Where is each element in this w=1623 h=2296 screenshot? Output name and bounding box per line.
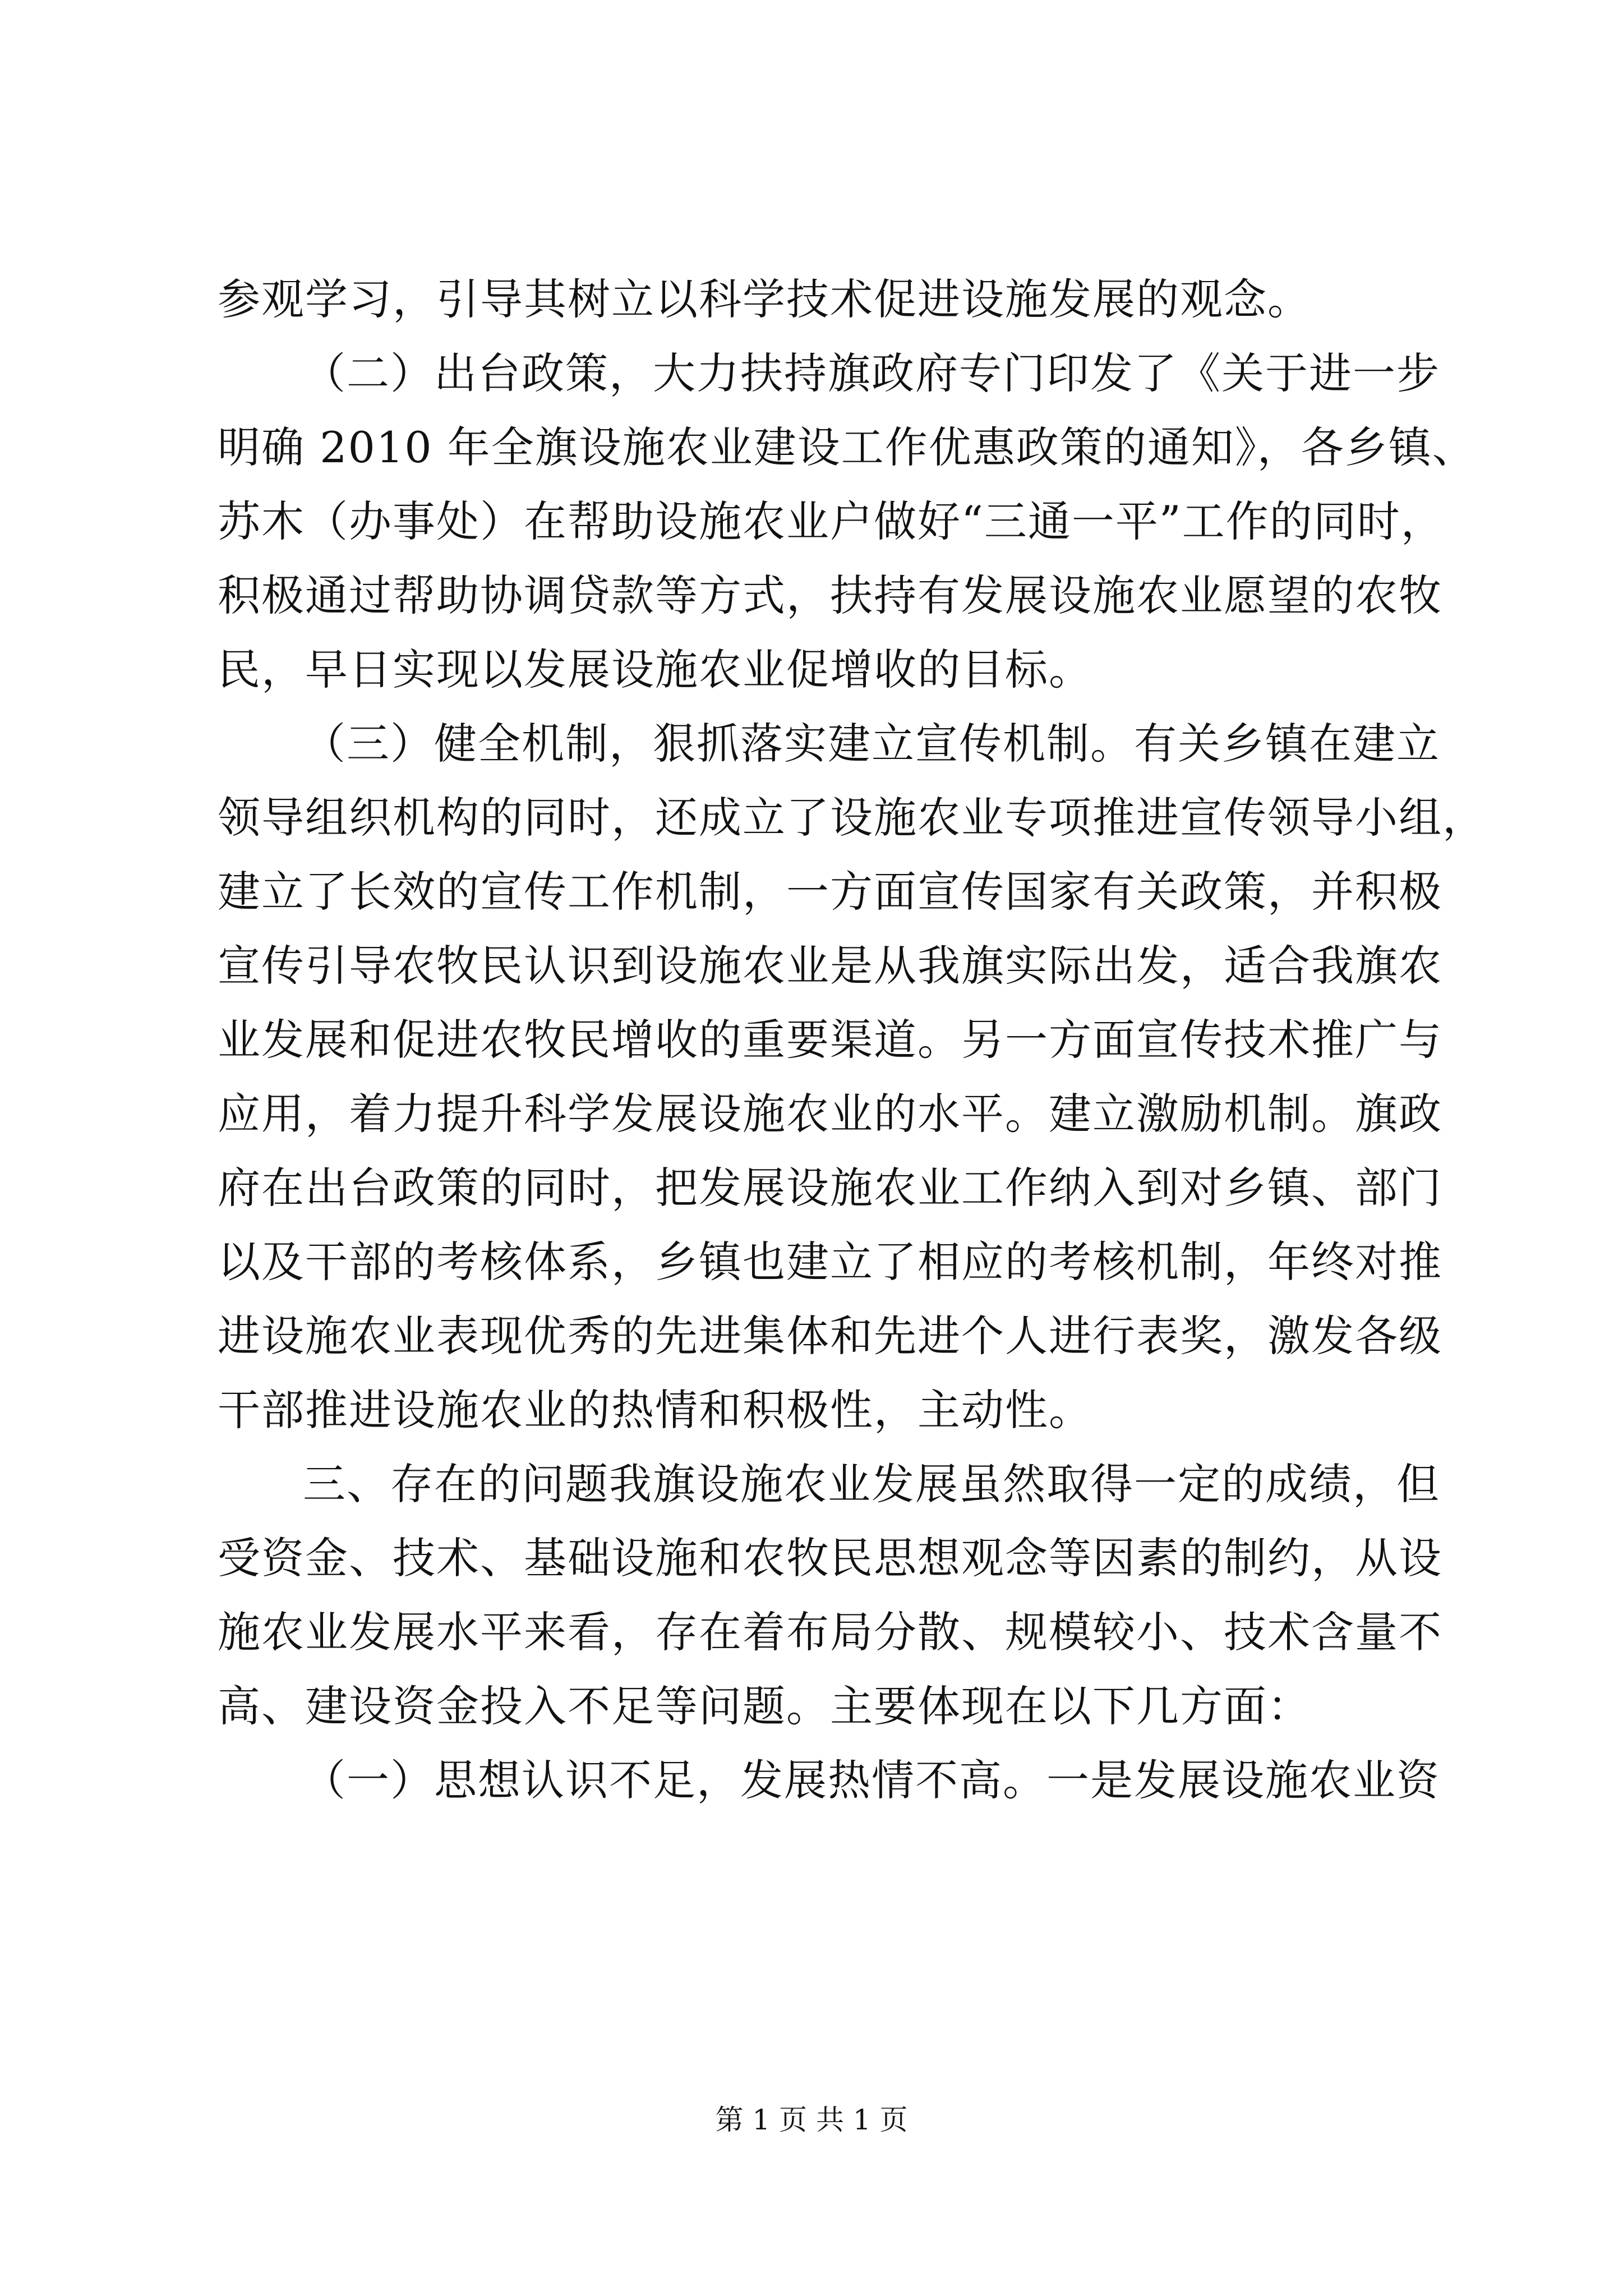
text-line: 高、建设资金投入不足等问题。主要体现在以下几方面： (218, 1681, 1311, 1731)
text-line: 宣传引导农牧民认识到设施农业是从我旗实际出发，适合我旗农 (218, 941, 1442, 991)
text-line: 明确 2010 年全旗设施农业建设工作优惠政策的通知》，各乡镇、 (218, 422, 1476, 472)
page-footer: 第 1 页 共 1 页 (715, 2104, 908, 2136)
text-line: 进设施农业表现优秀的先进集体和先进个人进行表奖，激发各级 (218, 1311, 1442, 1361)
text-line: 苏木（办事处）在帮助设施农业户做好“三通一平”工作的同时， (218, 496, 1445, 546)
paragraph-start-line: （三）健全机制，狠抓落实建立宣传机制。有关乡镇在建立 (303, 719, 1440, 769)
text-line: 以及干部的考核体系，乡镇也建立了相应的考核机制，年终对推 (218, 1237, 1442, 1287)
paragraph-start-line: （一）思想认识不足，发展热情不高。一是发展设施农业资 (303, 1755, 1440, 1805)
text-line: 应用，着力提升科学发展设施农业的水平。建立激励机制。旗政 (218, 1089, 1442, 1139)
text-line: 受资金、技术、基础设施和农牧民思想观念等因素的制约，从设 (218, 1533, 1442, 1583)
text-line: 领导组织机构的同时，还成立了设施农业专项推进宣传领导小组， (218, 793, 1486, 843)
text-line: 民，早日实现以发展设施农业促增收的目标。 (218, 645, 1092, 694)
text-line: 施农业发展水平来看，存在着布局分散、规模较小、技术含量不 (218, 1607, 1442, 1657)
document-body (218, 263, 1486, 1818)
text-line: 积极通过帮助协调贷款等方式，扶持有发展设施农业愿望的农牧 (218, 570, 1442, 620)
text-line: 建立了长效的宣传工作机制，一方面宣传国家有关政策，并积极 (218, 867, 1442, 917)
text-line: 参观学习，引导其树立以科学技术促进设施发展的观念。 (218, 274, 1311, 324)
text-line: 干部推进设施农业的热情和积极性，主动性。 (218, 1385, 1092, 1435)
paragraph-start-line: 三、存在的问题我旗设施农业发展虽然取得一定的成绩，但 (303, 1459, 1440, 1509)
paragraph-start-line: （二）出台政策，大力扶持旗政府专门印发了《关于进一步 (303, 348, 1440, 398)
text-line: 府在出台政策的同时，把发展设施农业工作纳入到对乡镇、部门 (218, 1163, 1442, 1213)
text-line: 业发展和促进农牧民增收的重要渠道。另一方面宣传技术推广与 (218, 1015, 1442, 1065)
